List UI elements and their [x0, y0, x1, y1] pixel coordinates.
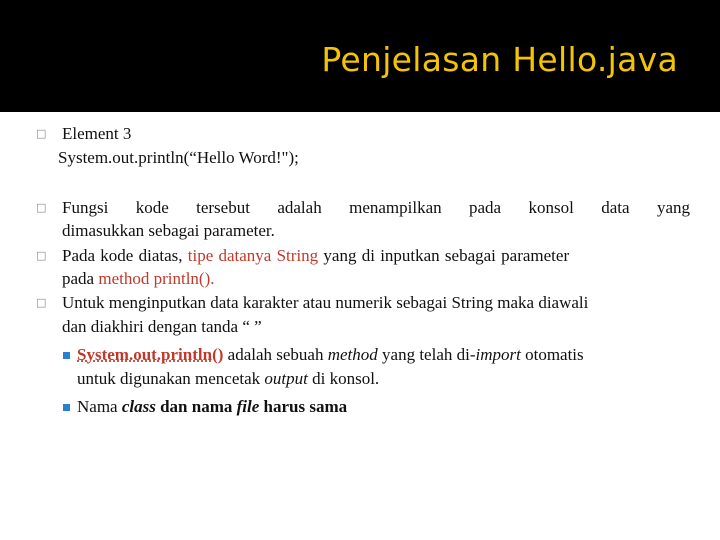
- sub1-line1: [77, 344, 584, 366]
- bullet1-line2: dimasukkan sebagai parameter.: [62, 221, 275, 240]
- bullet2-mid: yang di inputkan sebagai parameter: [323, 246, 570, 265]
- square-bullet-icon: [63, 404, 70, 411]
- title-bar: [0, 0, 720, 112]
- sub1-it1: method: [327, 345, 378, 364]
- bullet2-pre: Pada kode diatas,: [62, 246, 183, 265]
- bullet3-line2: dan diakhiri dengan tanda “ ”: [62, 317, 262, 336]
- sub2-t1: Nama: [77, 397, 118, 416]
- element3-heading: Element 3: [62, 124, 132, 143]
- sub2-it1: class: [121, 397, 156, 416]
- sub1-t3: otomatis: [525, 345, 584, 364]
- element3-code: System.out.println(“Hello Word!");: [58, 148, 299, 167]
- bullet2-pre2: pada: [62, 269, 95, 288]
- bullet2-line2: [62, 268, 215, 290]
- sub1-line2: [77, 368, 379, 390]
- sub2-it2: file: [236, 397, 260, 416]
- sub1-t1: adalah sebuah: [227, 345, 324, 364]
- sub1-t2: yang telah di-: [382, 345, 476, 364]
- sub1-it2: import: [475, 345, 521, 364]
- bullet-icon: □: [36, 127, 47, 140]
- bullet2-red2: method println().: [98, 269, 215, 288]
- slide-title: Penjelasan Hello.java: [321, 40, 678, 79]
- bullet3-line1: Untuk menginputkan data karakter atau numerik sebagai String maka diawali: [62, 293, 589, 312]
- bullet-icon: □: [36, 201, 47, 214]
- sub1-line2b: di konsol.: [312, 369, 380, 388]
- bullet1-line1: Fungsi kode tersebut adalah menampilkan pada konsol data yang: [62, 198, 690, 217]
- sub2-t2: dan nama: [160, 397, 233, 416]
- bullet-icon: □: [36, 249, 47, 262]
- sub1-it3: output: [264, 369, 308, 388]
- sub2-line: [77, 396, 347, 418]
- sub1-bold: System.out.println(): [77, 345, 224, 364]
- bullet2-line1: [62, 245, 569, 267]
- square-bullet-icon: [63, 352, 70, 359]
- sub2-t3: harus sama: [263, 397, 348, 416]
- sub1-line2a: untuk digunakan mencetak: [77, 369, 261, 388]
- bullet2-red1: tipe datanya String: [187, 246, 319, 265]
- bullet-icon: □: [36, 296, 47, 309]
